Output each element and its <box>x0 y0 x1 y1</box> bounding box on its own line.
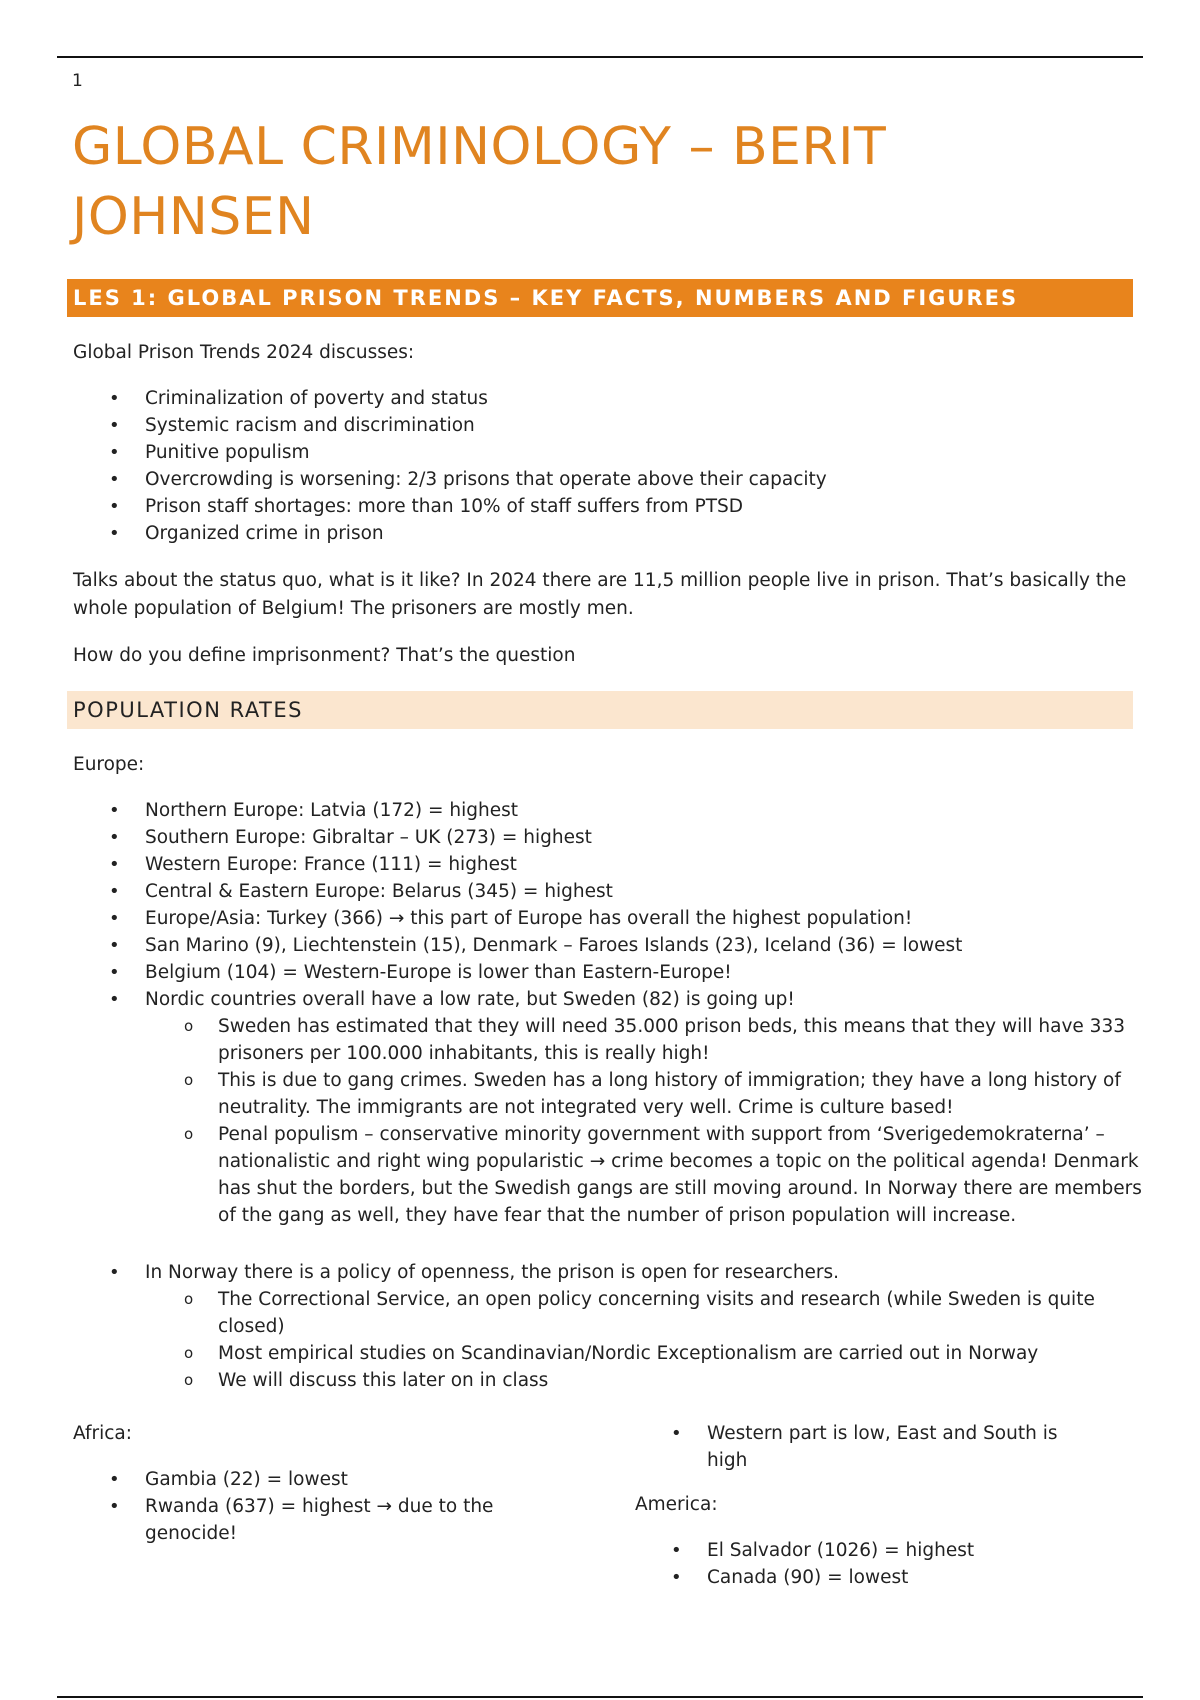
list-item: • Belgium (104) = Western-Europe is lower than Eastern-Europe! <box>73 959 1143 986</box>
norway-list <box>73 1259 1143 1286</box>
list-item: • Prison staff shortages: more than 10% of staff suffers from PTSD <box>73 493 1143 520</box>
list-item: • El Salvador (1026) = highest <box>635 1537 1155 1564</box>
sweden-sublist <box>73 1013 1143 1229</box>
list-item: • San Marino (9), Liechtenstein (15), Denmark – Faroes Islands (23), Iceland (36) = lowest <box>73 932 1143 959</box>
list-item: • In Norway there is a policy of openness, the prison is open for researchers. <box>73 1259 1143 1286</box>
list-item: • Western part is low, East and South is high <box>635 1420 1125 1474</box>
imprisonment-question: How do you define imprisonment? That’s the question <box>73 645 576 666</box>
america-column <box>635 1420 1155 1591</box>
europe-list <box>73 797 1143 1013</box>
section-heading-les-1: LES 1: GLOBAL PRISON TRENDS – KEY FACTS, NUMBERS AND FIGURES <box>67 279 1133 317</box>
sub-list-item: o Sweden has estimated that they will need 35.000 prison beds, this means that they will have 333 prisoners per 100.000 inhabitants, this is really high! <box>73 1013 1143 1067</box>
sub-list-item: o The Correctional Service, an open policy concerning visits and research (while Sweden is quite closed) <box>73 1286 1143 1340</box>
status-quo-paragraph: Talks about the status quo, what is it like? In 2024 there are 11,5 million people live in prison. That’s basically the whole population of Belgium! The prisoners are mostly men. <box>73 570 1127 619</box>
document-title: GLOBAL CRIMINOLOGY – BERIT JOHNSEN <box>72 117 887 247</box>
list-item: • Rwanda (637) = highest → due to the genocide! <box>73 1493 573 1547</box>
list-item: • Nordic countries overall have a low rate, but Sweden (82) is going up! <box>73 986 1143 1013</box>
africa-label: Africa: <box>73 1423 132 1444</box>
list-item: • Northern Europe: Latvia (172) = highest <box>73 797 1143 824</box>
list-item: • Western Europe: France (111) = highest <box>73 851 1143 878</box>
trends-list <box>73 385 1143 547</box>
page-number: 1 <box>72 71 83 91</box>
list-item: • Systemic racism and discrimination <box>73 412 1143 439</box>
america-list <box>635 1537 1155 1591</box>
africa-column <box>73 1420 633 1547</box>
america-label: America: <box>635 1494 718 1515</box>
list-item: • Punitive populism <box>73 439 1143 466</box>
sub-list-item: o Penal populism – conservative minority government with support from ‘Sverigedemokraterna’ – nationalistic and right wing popularistic → crime becomes a topic on the political agenda! Denmark has shut the borders, but the Swedish gangs are still moving around. In Norway there are members of the gang as well, they have fear that the number of prison population will increase. <box>73 1121 1143 1229</box>
list-item: • Central & Eastern Europe: Belarus (345) = highest <box>73 878 1143 905</box>
section-heading-population-rates: POPULATION RATES <box>67 691 1133 729</box>
norway-sublist <box>73 1286 1143 1394</box>
africa-list <box>73 1466 573 1547</box>
list-item: • Europe/Asia: Turkey (366) → this part of Europe has overall the highest population! <box>73 905 1143 932</box>
list-item: • Gambia (22) = lowest <box>73 1466 573 1493</box>
list-item: • Criminalization of poverty and status <box>73 385 1143 412</box>
europe-label: Europe: <box>73 754 145 775</box>
list-item: • Overcrowding is worsening: 2/3 prisons that operate above their capacity <box>73 466 1143 493</box>
intro-paragraph: Global Prison Trends 2024 discusses: <box>73 342 415 363</box>
sub-list-item: o We will discuss this later on in class <box>73 1367 1143 1394</box>
bottom-rule <box>57 1696 1143 1698</box>
africa-extra-list <box>635 1420 1125 1474</box>
list-item: • Canada (90) = lowest <box>635 1564 1155 1591</box>
top-rule <box>57 56 1143 58</box>
list-item: • Organized crime in prison <box>73 520 1143 547</box>
sub-list-item: o Most empirical studies on Scandinavian/Nordic Exceptionalism are carried out in Norway <box>73 1340 1143 1367</box>
list-item: • Southern Europe: Gibraltar – UK (273) = highest <box>73 824 1143 851</box>
sub-list-item: o This is due to gang crimes. Sweden has a long history of immigration; they have a long history of neutrality. The immigrants are not integrated very well. Crime is culture based! <box>73 1067 1143 1121</box>
